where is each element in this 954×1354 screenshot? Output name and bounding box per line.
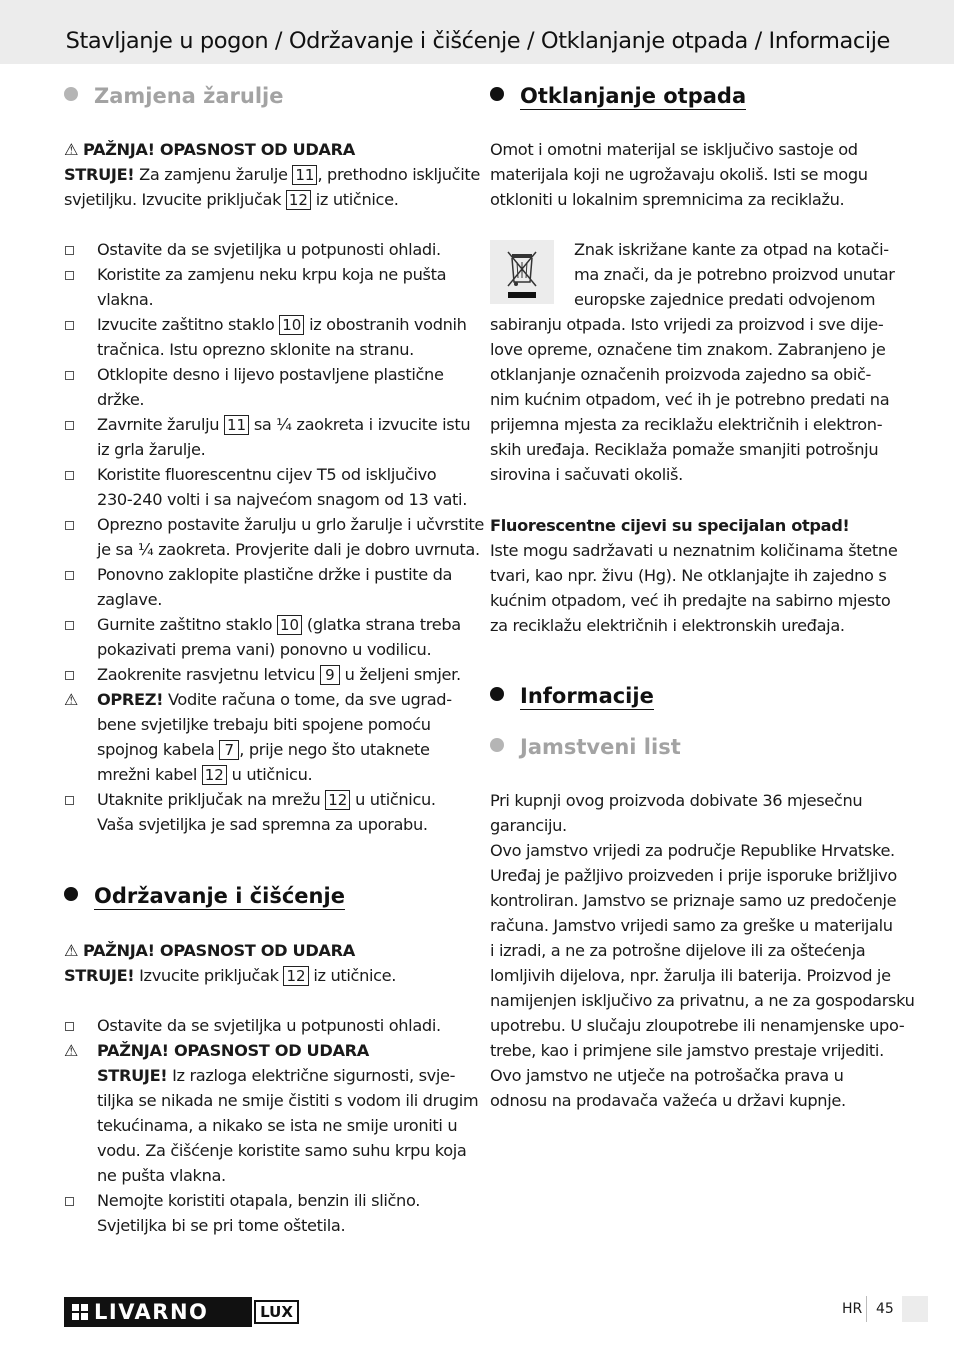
square-bullet-icon xyxy=(65,271,74,280)
bullet-dot-icon xyxy=(490,687,504,701)
heading-odrzavanje: Održavanje i čišćenje xyxy=(64,884,345,908)
paragraph: Fluorescentne cijevi su specijalan otpad! Iste mogu sadržavati u neznatnim količinama štetne tvari, kao npr. živu (Hg). Ne otklanjajte ih zajedno s kućnim otpadom, već ih predajte na sabirno mjesto za reciklažu električnih i elektronskih uređaja. xyxy=(490,516,898,635)
paragraph: Pri kupnji ovog proizvoda dobivate 36 mjesečnu garanciju. Ovo jamstvo vrijedi za područje Republike Hrvatske. Uređaj je pažljivo proizveden i prije isporuke brižljivo kontroliran. Jamstvo se priznaje samo uz predočenje računa. Jamstvo vrijedi samo za greške u materijalu i izradi, a ne za potrošne dijelove ili za oštećenja lomljivih dijelova, npr. žarulja ili baterija. Proizvod je namijenjen isključivo za privatnu, a ne za gospodarsku upotrebu. U slučaju zloupotrebe ili nenamjenske upo- trebe, kao i primjene sile jamstvo prestaje vrijediti. Ovo jamstvo ne utječe na potrošačka prava u odnosu na prodavača važeća u državi kupnje. xyxy=(490,791,915,1110)
language-code: HR xyxy=(842,1301,863,1317)
list-item: Oprezno postavite žarulju u grlo žarulje i učvrstite je sa ¼ zaokreta. Provjerite dali je dobro uvrnuta. xyxy=(64,512,474,562)
heading-otklanjanje-otpada: Otklanjanje otpada xyxy=(490,84,746,108)
square-bullet-icon xyxy=(65,321,74,330)
square-bullet-icon xyxy=(65,1197,74,1206)
bullet-dot-icon xyxy=(490,738,504,752)
list-item: Gurnite zaštitno staklo 10 (glatka strana treba pokazivati prema vani) ponovno u vodilicu. xyxy=(64,612,474,662)
warning-triangle-icon: ⚠ xyxy=(64,941,79,960)
square-bullet-icon xyxy=(65,246,74,255)
list-item: Koristite za zamjenu neku krpu koja ne pušta vlakna. xyxy=(64,262,474,312)
list-item: Otklopite desno i lijevo postavljene plastične držke. xyxy=(64,362,474,412)
list-item: Koristite fluorescentnu cijev T5 od isključivo 230-240 volti i sa najvećom snagom od 13 vati. xyxy=(64,462,474,512)
bullet-dot-icon xyxy=(64,87,78,101)
part-number: 9 xyxy=(320,665,340,685)
page-title: Stavljanje u pogon / Održavanje i čišćenje / Otklanjanje otpada / Informacije xyxy=(65,28,890,54)
warning-triangle-icon: ⚠ xyxy=(64,1041,78,1060)
logo-squares-icon xyxy=(72,1304,88,1320)
list-item: Utaknite priključak na mrežu 12 u utičnicu. Vaša svjetiljka je sad spremna za uporabu. xyxy=(64,787,474,837)
crossed-out-wheelie-bin-icon xyxy=(490,240,554,304)
part-number: 11 xyxy=(292,165,317,185)
square-bullet-icon xyxy=(65,796,74,805)
list-item: Ponovno zaklopite plastične držke i pustite da zaglave. xyxy=(64,562,474,612)
square-bullet-icon xyxy=(65,671,74,680)
square-bullet-icon xyxy=(65,371,74,380)
list-item: Nemojte koristiti otapala, benzin ili slično. Svjetiljka bi se pri tome oštetila. xyxy=(64,1188,474,1238)
warning-triangle-icon: ⚠ xyxy=(64,140,79,159)
bullet-dot-icon xyxy=(490,87,504,101)
caution-item: ⚠ PAŽNJA! OPASNOST OD UDARA STRUJE! Iz razloga električne sigurnosti, svje- tiljka se nikada ne smije čistiti s vodom ili drugim tekućinama, a nikako se ista ne smije uroniti u vodu. Za čišćenje koristite samo suhu krpu koja ne pušta vlakna. xyxy=(64,1041,479,1185)
paragraph-weee: Znak iskrižane kante za otpad na kotači- ma znači, da je potrebno proizvod unutar europske zajednice predati odvojenom xyxy=(574,240,895,309)
part-number: 10 xyxy=(277,615,302,635)
brand-logo xyxy=(64,1297,299,1327)
part-number: 12 xyxy=(325,790,350,810)
paragraph: Omot i omotni materijal se isključivo sastoje od materijala koji ne ugrožavaju okoliš. Isti se mogu otkloniti u lokalnim spremnicima za reciklažu. xyxy=(490,140,868,209)
part-number: 10 xyxy=(279,315,304,335)
square-bullet-icon xyxy=(65,471,74,480)
square-bullet-icon xyxy=(65,421,74,430)
bullet-dot-icon xyxy=(64,887,78,901)
warning-paragraph: ⚠ PAŽNJA! OPASNOST OD UDARA STRUJE! Za zamjenu žarulje 11 , prethodno isključite svjetiljku. Izvucite priključak 12 iz utičnice. xyxy=(64,140,480,209)
paragraph: sabiranju otpada. Isto vrijedi za proizvod i sve dije- love opreme, označene tim znakom. Zabranjeno je otklanjanje označenih proizvoda zajedno sa obič- nim kućnim otpadom, već ih je potrebno predati na prijemna mjesta za reciklažu električnih i elektron- skih uređaja. Reciklaža pomaže smanjiti potrošnju sirovina i sačuvati okoliš. xyxy=(490,315,890,484)
heading-zamjena-zarulje: Zamjena žarulje xyxy=(64,84,284,108)
part-number: 12 xyxy=(286,190,311,210)
square-bullet-icon xyxy=(65,521,74,530)
part-number: 12 xyxy=(202,765,227,785)
warning-triangle-icon: ⚠ xyxy=(64,690,78,709)
page-number: 45 xyxy=(876,1301,894,1317)
part-number: 12 xyxy=(283,966,308,986)
part-number: 11 xyxy=(224,415,249,435)
footer-divider xyxy=(866,1296,867,1322)
list-item: Ostavite da se svjetiljka u potpunosti ohladi. xyxy=(64,237,474,262)
warning-paragraph: ⚠ PAŽNJA! OPASNOST OD UDARA STRUJE! Izvucite priključak 12 iz utičnice. xyxy=(64,941,397,985)
heading-informacije: Informacije xyxy=(490,684,654,708)
part-number: 7 xyxy=(219,740,239,760)
square-bullet-icon xyxy=(65,1022,74,1031)
square-bullet-icon xyxy=(65,571,74,580)
logo-lux: LUX xyxy=(254,1300,299,1324)
square-bullet-icon xyxy=(65,621,74,630)
list-item: Ostavite da se svjetiljka u potpunosti ohladi. xyxy=(64,1013,474,1038)
list-item: Zaokrenite rasvjetnu letvicu 9 u željeni smjer. xyxy=(64,662,474,687)
list-item: Zavrnite žarulju 11 sa ¼ zaokreta i izvucite istu iz grla žarulje. xyxy=(64,412,474,462)
caution-item: ⚠ OPREZ! Vodite računa o tome, da sve ugrad- bene svjetiljke trebaju biti spojene pomoću spojnog kabela 7 , prije nego što utaknete mrežni kabel 12 u utičnicu. xyxy=(64,690,452,784)
footer-box xyxy=(902,1296,928,1322)
list-item: Izvucite zaštitno staklo 10 iz obostranih vodnih tračnica. Istu oprezno sklonite na stranu. xyxy=(64,312,474,362)
heading-jamstveni-list: Jamstveni list xyxy=(490,735,681,759)
logo-text: LIVARNO xyxy=(94,1300,209,1324)
